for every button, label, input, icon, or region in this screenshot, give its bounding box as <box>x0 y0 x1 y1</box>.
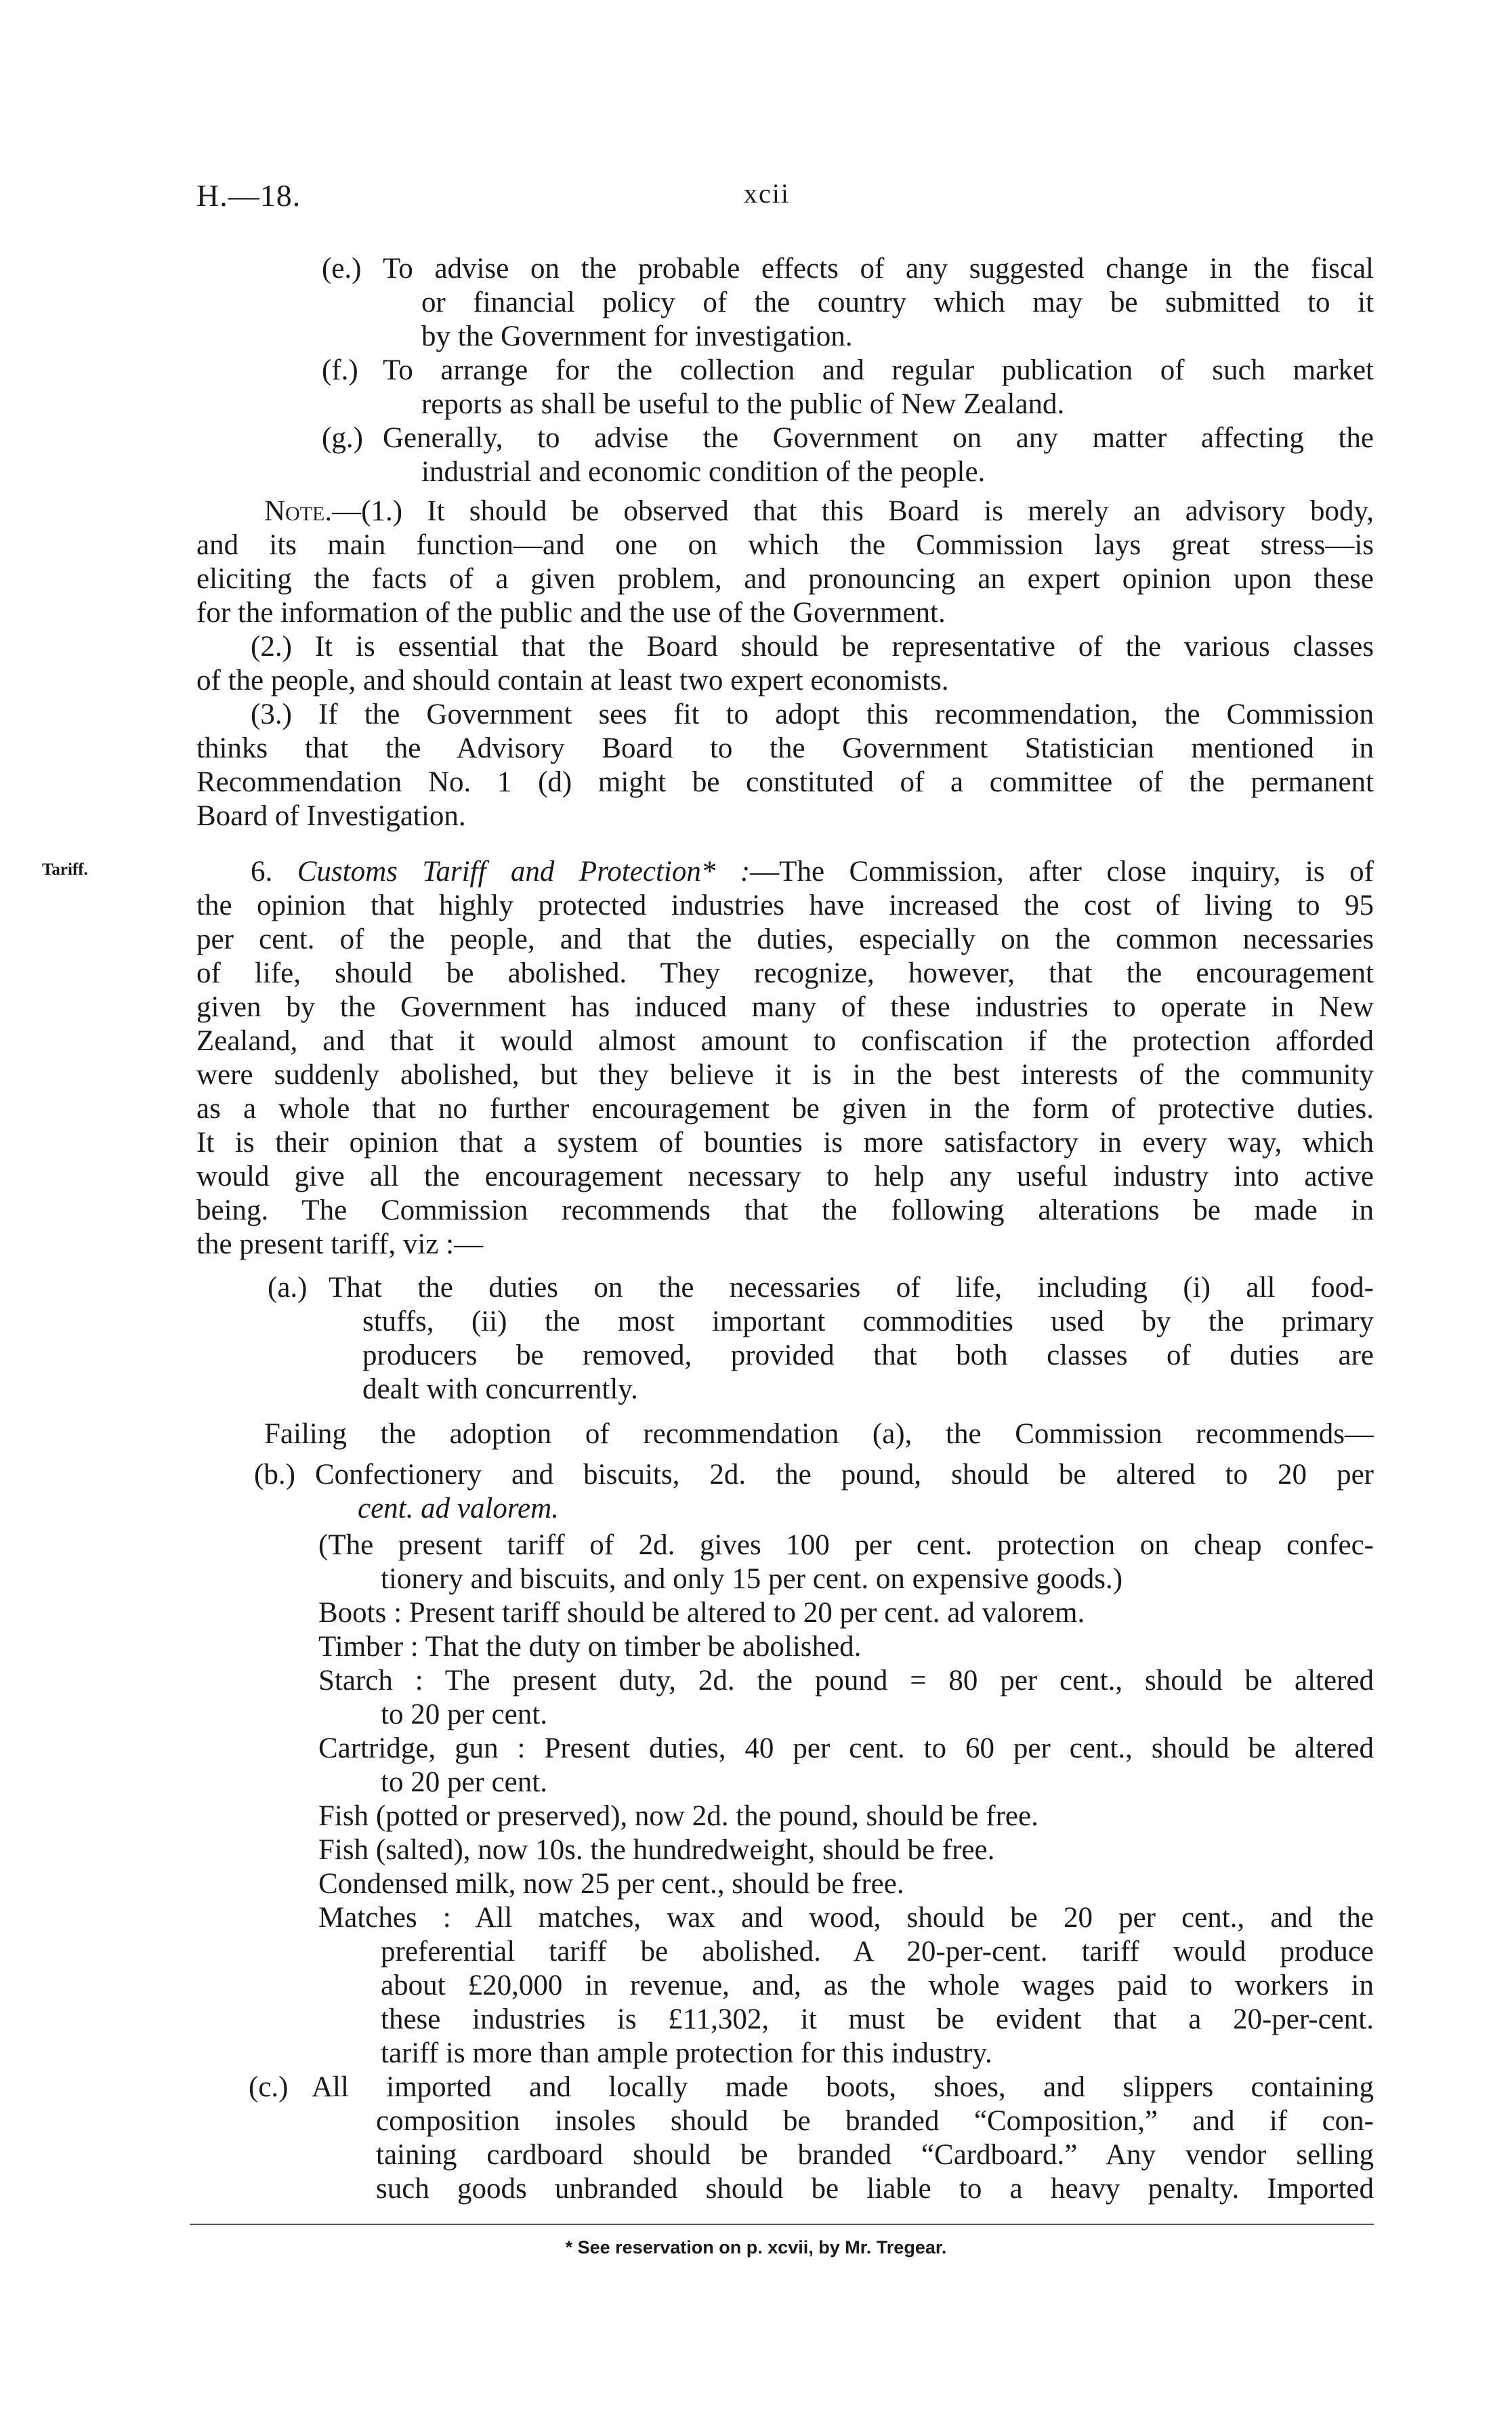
failing-clause: Failing the adoption of recommendation (a), the Commission recommends— <box>264 1418 1374 1450</box>
rec-b-paren: (The present tariff of 2d. gives 100 per cent. protection on cheap confec- <box>318 1529 1374 1561</box>
section-6-line: being. The Commission recommends that the following alterations be made in <box>196 1194 1374 1226</box>
rec-b-line: Confectionery and biscuits, 2d. the pound, should be altered to 20 per <box>315 1459 1374 1491</box>
footnote-rule <box>190 2224 1374 2225</box>
section-6-line: the opinion that highly protected industries have increased the cost of living to 95 <box>196 890 1374 921</box>
tariff-item-starch: Starch : The present duty, 2d. the pound = 80 per cent., should be altered <box>318 1665 1374 1697</box>
section-6-line <box>251 855 1374 889</box>
rec-c-label: (c.) <box>249 2071 289 2103</box>
section-6-number: 6. <box>251 856 273 888</box>
rec-a-line: That the duties on the necessaries of life, including (i) all food- <box>329 1272 1374 1304</box>
item-g-label: (g.) <box>322 422 363 454</box>
section-6-line: It is their opinion that a system of bounties is more satisfactory in every way, which <box>196 1127 1374 1159</box>
tariff-item-matches: Matches : All matches, wax and wood, should be 20 per cent., and the <box>318 1902 1374 1934</box>
section-6-line: were suddenly abolished, but they believe it is in the best interests of the community <box>196 1059 1374 1091</box>
note-line: for the information of the public and the use of the Government. <box>196 597 946 629</box>
note-line: Recommendation No. 1 (d) might be constituted of a committee of the permanent <box>196 766 1374 798</box>
item-e-label: (e.) <box>322 253 362 285</box>
rec-b-paren: tionery and biscuits, and only 15 per cent. on expensive goods.) <box>381 1563 1123 1595</box>
tariff-item-fish-potted: Fish (potted or preserved), now 2d. the pound, should be free. <box>318 1800 1038 1832</box>
section-6-title: Customs Tariff and Protection* : <box>297 856 751 888</box>
rec-a-line: dealt with concurrently. <box>362 1373 638 1405</box>
rec-c-line: taining cardboard should be branded “Cardboard.” Any vendor selling <box>376 2139 1374 2171</box>
margin-note-tariff: Tariff. <box>42 860 88 879</box>
note-line: thinks that the Advisory Board to the Government Statistician mentioned in <box>196 732 1374 764</box>
rec-a-line: producers be removed, provided that both classes of duties are <box>362 1339 1374 1371</box>
rec-c-line: All imported and locally made boots, shoes, and slippers containing <box>312 2071 1374 2103</box>
section-6-line: per cent. of the people, and that the duties, especially on the common necessaries <box>196 923 1374 955</box>
item-g-line: industrial and economic condition of the people. <box>421 456 986 488</box>
item-e-line: by the Government for investigation. <box>421 320 853 352</box>
rec-c-line: such goods unbranded should be liable to a heavy penalty. Imported <box>376 2173 1374 2205</box>
item-e-line: To advise on the probable effects of any suggested change in the fiscal <box>383 253 1374 285</box>
section-6-line: as a whole that no further encouragement be given in the form of protective duties. <box>196 1093 1374 1125</box>
item-f-line: To arrange for the collection and regular publication of such market <box>383 354 1374 386</box>
note-line: (3.) If the Government sees fit to adopt this recommendation, the Commission <box>251 699 1374 730</box>
section-6-line: of life, should be abolished. They recognize, however, that the encouragement <box>196 957 1374 989</box>
tariff-item-timber: Timber : That the duty on timber be abolished. <box>318 1631 862 1663</box>
section-6-line-text: —The Commission, after close inquiry, is of <box>750 856 1374 888</box>
rec-b-label: (b.) <box>254 1459 295 1491</box>
note-line: and its main function—and one on which the Commission lays great stress—is <box>196 529 1374 561</box>
tariff-item-boots: Boots : Present tariff should be altered to 20 per cent. ad valorem. <box>318 1597 1085 1629</box>
tariff-item-fish-salted: Fish (salted), now 10s. the hundredweight, should be free. <box>318 1834 995 1866</box>
item-f-line: reports as shall be useful to the public of New Zealand. <box>421 388 1065 420</box>
item-g-line: Generally, to advise the Government on any matter affecting the <box>383 422 1374 454</box>
section-6-line: Zealand, and that it would almost amount to confiscation if the protection afforded <box>196 1025 1374 1057</box>
tariff-item-matches: tariff is more than ample protection for this industry. <box>381 2037 992 2069</box>
note-line: of the people, and should contain at least two expert economists. <box>196 665 949 696</box>
section-6-line: given by the Government has induced many of these industries to operate in New <box>196 991 1374 1023</box>
section-6-line: the present tariff, viz :— <box>196 1228 484 1260</box>
tariff-item-matches: these industries is £11,302, it must be evident that a 20-per-cent. <box>381 2003 1374 2035</box>
tariff-item-condensed-milk: Condensed milk, now 25 per cent., should be free. <box>318 1868 904 1900</box>
note-line: eliciting the facts of a given problem, and pronouncing an expert opinion upon these <box>196 563 1374 595</box>
section-6-line: would give all the encouragement necessary to help any useful industry into active <box>196 1161 1374 1192</box>
rec-b-line: cent. ad valorem. <box>358 1493 559 1524</box>
note-line-text: .—(1.) It should be observed that this Board is merely an advisory body, <box>324 495 1374 527</box>
note-line: Board of Investigation. <box>196 800 466 832</box>
rec-c-line: composition insoles should be branded “Composition,” and if con- <box>376 2105 1374 2137</box>
tariff-item-matches: about £20,000 in revenue, and, as the whole wages paid to workers in <box>381 1970 1374 2001</box>
tariff-item-starch: to 20 per cent. <box>381 1699 547 1730</box>
tariff-item-matches: preferential tariff be abolished. A 20-per-cent. tariff would produce <box>381 1936 1374 1968</box>
page-reference: H.—18. <box>196 178 301 213</box>
item-f-label: (f.) <box>322 354 358 386</box>
note-heading: Note <box>264 495 325 527</box>
note-line: (2.) It is essential that the Board should be representative of the various classes <box>251 631 1374 663</box>
footnote: * See reservation on p. xcvii, by Mr. Tregear. <box>565 2237 947 2258</box>
item-e-line: or financial policy of the country which may be submitted to it <box>421 287 1374 318</box>
note-line <box>264 495 1374 528</box>
rec-a-line: stuffs, (ii) the most important commodities used by the primary <box>362 1306 1374 1337</box>
rec-a-label: (a.) <box>268 1272 308 1304</box>
page-number: xcii <box>744 178 790 209</box>
tariff-item-cartridge: to 20 per cent. <box>381 1766 547 1798</box>
tariff-item-cartridge: Cartridge, gun : Present duties, 40 per cent. to 60 per cent., should be altered <box>318 1732 1374 1764</box>
